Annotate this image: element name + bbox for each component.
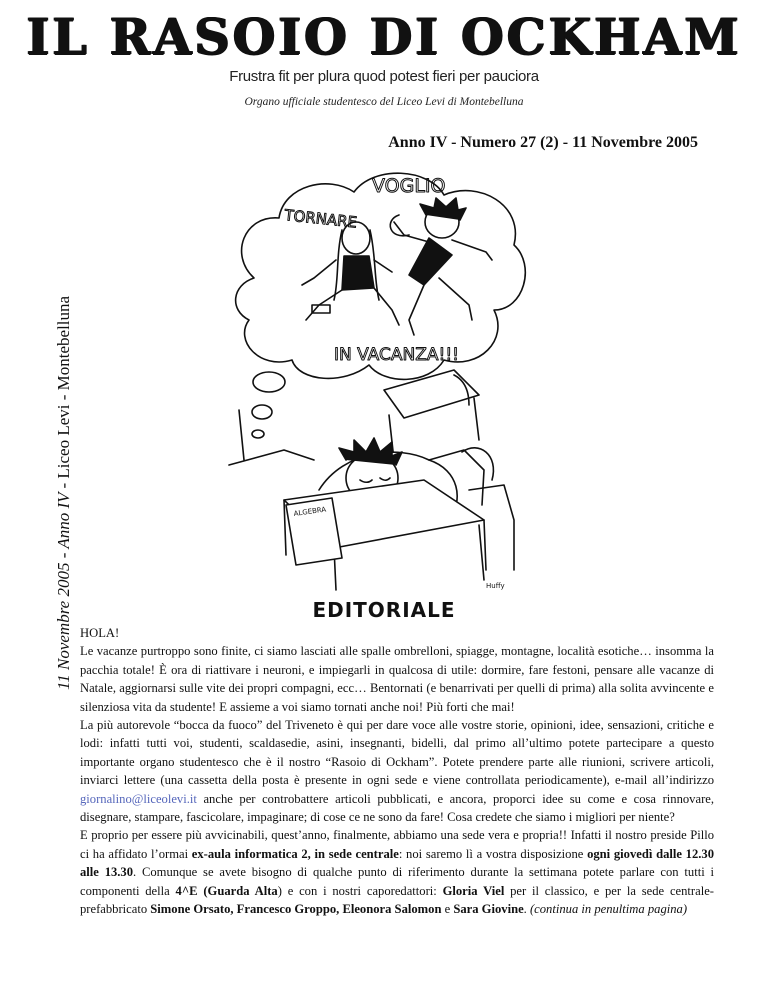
sidebar-school: Liceo Levi - Montebelluna xyxy=(54,295,73,483)
article-paragraph-2: La più autorevole “bocca da fuoco” del Triveneto è qui per dare voce alle vostre storie, opinioni, idee, sensazioni, critiche e lodi: infatti tutti voi, studenti, scaldasedie, asini, insegnanti, bidelli, dal primo all’ultimo potete partecipare a questo importante organo studentesco che è il nostro “Rasoio di Ockham”. Potete prendere parte alle riunioni, scrivere articoli, inviarci lettere (una cassetta della posta è presente in ogni sede e viene controllata periodicamente), e-mail all’indirizzo giornalino@liceolevi.it anche per controbattere articoli pubblicati, e ancora, proporci idee su come e cosa rinnovare, disegnare, stampare, fascicolare, impaginare; di cose ce ne sono da fare! Cosa credete che siamo i migliori per niente? xyxy=(80,718,714,825)
sidebar-date: 11 Novembre 2005 - Anno IV - xyxy=(54,482,73,690)
continuation-note: (continua in penultima pagina) xyxy=(529,902,688,917)
desk-left xyxy=(229,410,314,465)
thought-bubble-small-1 xyxy=(253,372,285,392)
vertical-sidebar-text xyxy=(50,250,78,690)
bubble-word-vacanza: IN VACANZA!!! xyxy=(334,345,459,365)
article-paragraph-1: Le vacanze purtroppo sono finite, ci siamo lasciati alle spalle ombrelloni, spiagge, montagne, località esotiche… insomma la pacchia totale! È ora di riattivare i neuroni, e impiegarli in qualcosa di utile: dormire, fare festoni, pensare alle vacanze di Natale, aggiornarsi sulle vite dei propri compagni, ecc… Bentornati (e benarrivati per quelli di prima) alla solita avvincente e silenziosa vita da studente! E assieme a voi siamo tornati anche noi! Più forti che mai! xyxy=(80,644,714,714)
boy-figure xyxy=(390,198,492,335)
artist-signature: Huffy xyxy=(486,582,505,590)
girl-figure xyxy=(302,222,399,325)
thought-bubble-small-2 xyxy=(252,405,272,419)
newspaper-motto: Frustra fit per plura quod potest fieri per pauciora xyxy=(229,68,539,85)
newspaper-title: IL RASOIO DI OCKHAM xyxy=(26,7,742,66)
article-paragraph-3: E proprio per essere più avvicinabili, quest’anno, finalmente, abbiamo una sede vera e propria!! Infatti il nostro preside Pillo ci ha affidato l’ormai ex-aula informatica 2, in sede centrale: noi saremo lì a vostra disposizione ogni giovedì dalle 12.30 alle 13.30. Comunque se avete bisogno di qualche punto di riferimento durante la settimana potete parlare con tutti i componenti della 4^E (Guarda Alta) e con i nostri caporedattori: Gloria Viel per il classico, e per la sede centrale-prefabbricato Simone Orsato, Francesco Groppo, Eleonora Salomon e Sara Giovine. (continua in penultima pagina) xyxy=(80,828,714,917)
newspaper-subtitle: Organo ufficiale studentesco del Liceo Levi di Montebelluna xyxy=(244,96,524,108)
bubble-word-tornare: TORNARE xyxy=(283,206,358,232)
issue-line: Anno IV - Numero 27 (2) - 11 Novembre 2005 xyxy=(388,134,698,151)
bubble-word-voglio: VOGLIO xyxy=(372,175,446,197)
desk-back xyxy=(384,370,479,418)
cartoon-illustration xyxy=(224,160,534,600)
book-label: ALGEBRA xyxy=(293,505,327,518)
email-link[interactable]: giornalino@liceolevi.it xyxy=(80,791,197,806)
section-title: EDITORIALE xyxy=(312,598,456,622)
editorial-article xyxy=(80,624,714,919)
chair-front xyxy=(469,485,514,580)
article-greeting: HOLA! xyxy=(80,626,120,640)
thought-bubble-small-3 xyxy=(252,430,264,438)
